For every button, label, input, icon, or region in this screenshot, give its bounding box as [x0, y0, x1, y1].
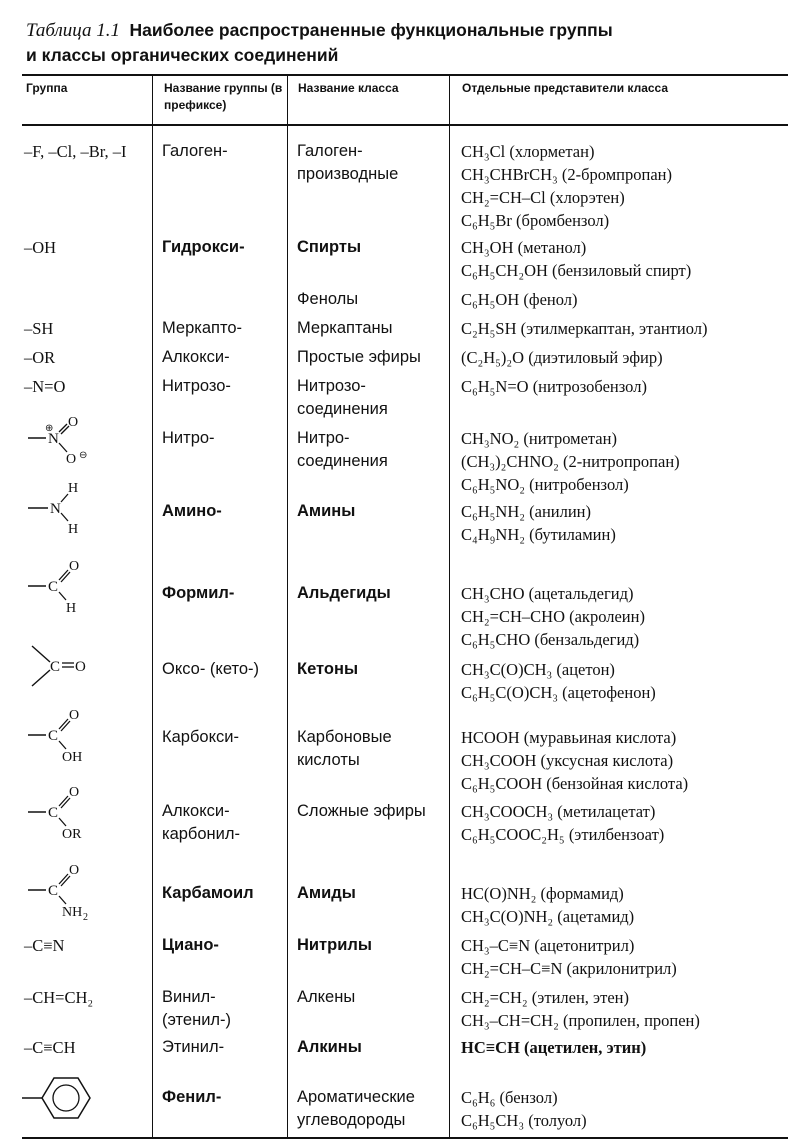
svg-text:O: O: [69, 559, 80, 574]
rep-item: C₂H₅SH (этилмеркаптан, этантиол): [461, 319, 708, 338]
reps-halogen: [461, 140, 672, 232]
prefix-cyano: Циано-: [162, 936, 219, 954]
rep-item: (C₂H₅)₂O (диэтиловый эфир): [461, 348, 663, 367]
class-nitroso: Нитрозо-соединения: [297, 377, 388, 418]
prefix-hydroxy: Гидрокси-: [162, 238, 245, 256]
rep-item: C₆H₅COOH (бензойная кислота): [461, 774, 689, 793]
svg-text:2: 2: [83, 912, 88, 923]
reps-cyano: [461, 934, 677, 980]
rep-item: C₆H₅CH₃ (толуол): [461, 1111, 587, 1130]
rep-item: C₆H₅CHO (бензальдегид): [461, 630, 640, 649]
rep-item: C₆H₅COOC₂H₅ (этилбензоат): [461, 825, 665, 844]
class-alkoxy: Простые эфиры: [297, 348, 421, 366]
class-phenols: Фенолы: [297, 290, 359, 308]
prefix-alkoxycarbonyl: Алкокси-карбонил-: [162, 802, 241, 843]
svg-text:C: C: [48, 728, 59, 744]
svg-text:H: H: [68, 481, 79, 496]
rep-item: CH₃CHO (ацетальдегид): [461, 584, 634, 603]
column-divider: [287, 74, 288, 1138]
table-number: Таблица 1.1: [26, 20, 120, 41]
group-nitroso: –N=O: [24, 377, 66, 396]
table-caption: [26, 18, 613, 68]
svg-text:H: H: [66, 601, 77, 616]
class-formyl: Альдегиды: [297, 584, 391, 602]
svg-text:N: N: [50, 501, 61, 517]
reps-formyl: [461, 582, 645, 651]
rep-item: CH₃–CH=CH₂ (пропилен, пропен): [461, 1011, 700, 1030]
formyl-group-structure: [22, 556, 132, 616]
prefix-mercapto: Меркапто-: [162, 319, 243, 337]
svg-text:O: O: [69, 708, 80, 723]
class-ethynyl: Алкины: [297, 1038, 362, 1056]
svg-text:O: O: [69, 863, 80, 878]
svg-text:OR: OR: [62, 827, 82, 842]
carboxy-group-structure: [22, 705, 132, 765]
class-phenyl: Ароматические углеводороды: [297, 1088, 415, 1129]
svg-text:C: C: [48, 883, 59, 899]
rep-item: CH₃COOH (уксусная кислота): [461, 751, 674, 770]
svg-text:⊖: ⊖: [79, 450, 88, 461]
class-vinyl: Алкены: [297, 988, 356, 1006]
ester-group-structure: [22, 782, 132, 842]
class-halogen: Галоген-производные: [297, 142, 399, 183]
class-amino: Амины: [297, 502, 356, 520]
svg-text:C: C: [50, 659, 61, 675]
rep-item: C₆H₅N=O (нитрозобензол): [461, 377, 647, 396]
reps-hydroxy: [461, 236, 691, 282]
svg-text:O: O: [69, 785, 80, 800]
table-title-line2: и классы органических соединений: [26, 45, 339, 65]
group-alkoxy: –OR: [24, 348, 56, 367]
svg-text:O: O: [75, 659, 86, 675]
rep-item: C₆H₅OH (фенол): [461, 290, 578, 309]
class-mercapto: Меркаптаны: [297, 319, 393, 337]
prefix-amino: Амино-: [162, 502, 222, 520]
svg-text:⊕: ⊕: [45, 423, 54, 434]
class-hydroxy: Спирты: [297, 238, 362, 256]
carbamoyl-group-structure: [22, 862, 132, 922]
rep-item: HCOOH (муравьиная кислота): [461, 728, 677, 747]
reps-alkoxycarbonyl: [461, 800, 664, 846]
amino-group-structure: [22, 478, 132, 538]
reps-vinyl: [461, 986, 700, 1032]
rep-item: C₆H₅Br (бромбензол): [461, 211, 610, 230]
prefix-carbamoyl: Карбамоил: [162, 884, 254, 902]
svg-text:O: O: [66, 452, 77, 467]
rep-item: CH₂=CH–Cl (хлорэтен): [461, 188, 625, 207]
header-bottom-rule: [22, 124, 788, 126]
rep-item: C₆H₆ (бензол): [461, 1088, 558, 1107]
reps-nitro: [461, 427, 680, 496]
rep-item: CH₃–C≡N (ацетонитрил): [461, 936, 635, 955]
prefix-nitro: Нитро-: [162, 429, 215, 447]
class-oxo: Кетоны: [297, 660, 359, 678]
nitro-group-structure: [22, 415, 132, 478]
rep-item: CH₃NO₂ (нитрометан): [461, 429, 617, 448]
prefix-halogen: Галоген-: [162, 142, 228, 160]
prefix-alkoxy: Алкокси-: [162, 348, 230, 366]
table-bottom-rule: [22, 1137, 788, 1139]
oxo-group-structure: [22, 638, 132, 698]
svg-text:C: C: [48, 805, 59, 821]
reps-carboxy: [461, 726, 688, 795]
header-prefix-name: Название группы (в префиксе): [164, 81, 283, 112]
prefix-formyl: Формил-: [162, 584, 235, 602]
class-carbamoyl: Амиды: [297, 884, 356, 902]
rep-item: C₄H₉NH₂ (бутиламин): [461, 525, 616, 544]
group-ethynyl: –C≡CH: [24, 1038, 76, 1057]
rep-item: C₆H₅NO₂ (нитробензол): [461, 475, 629, 494]
prefix-ethynyl: Этинил-: [162, 1038, 225, 1056]
class-nitro: Нитро-соединения: [297, 429, 388, 470]
class-carboxy: Карбоновые кислоты: [297, 728, 392, 769]
group-vinyl: –CH=CH₂: [24, 988, 94, 1007]
table-top-rule: [22, 74, 788, 76]
rep-item: C₆H₅CH₂OH (бензиловый спирт): [461, 261, 692, 280]
header-group: Группа: [26, 81, 68, 95]
column-divider: [449, 74, 450, 1138]
svg-text:H: H: [68, 522, 79, 537]
reps-oxo: [461, 658, 656, 704]
group-hydroxy: –OH: [24, 238, 57, 257]
prefix-oxo: Оксо- (кето-): [162, 660, 259, 678]
rep-item: CH₂=CH–C≡N (акрилонитрил): [461, 959, 677, 978]
rep-item: C₆H₅C(O)CH₃ (ацетофенон): [461, 683, 656, 702]
rep-item: C₆H₅NH₂ (анилин): [461, 502, 592, 521]
rep-item: CH₃C(O)CH₃ (ацетон): [461, 660, 615, 679]
group-cyano: –C≡N: [24, 936, 65, 955]
table-title-line1: Наиболее распространенные функциональные группы: [129, 20, 613, 40]
phenyl-group-structure: [18, 1072, 128, 1132]
svg-text:O: O: [68, 415, 79, 430]
prefix-vinyl: Винил- (этенил-): [162, 988, 232, 1029]
svg-text:N: N: [48, 431, 59, 447]
group-halogen: –F, –Cl, –Br, –I: [24, 142, 127, 161]
group-mercapto: –SH: [24, 319, 54, 338]
svg-text:NH: NH: [62, 905, 83, 920]
rep-item: CH₃CHBrCH₃ (2-бромпропан): [461, 165, 672, 184]
class-alkoxycarbonyl: Сложные эфиры: [297, 802, 426, 820]
svg-text:C: C: [48, 579, 59, 595]
rep-item: CH₃C(O)NH₂ (ацетамид): [461, 907, 635, 926]
svg-text:OH: OH: [62, 750, 83, 765]
column-divider: [152, 74, 153, 1138]
rep-item: (CH₃)₂CHNO₂ (2-нитропропан): [461, 452, 680, 471]
header-representatives: Отдельные представители класса: [462, 81, 669, 95]
prefix-phenyl: Фенил-: [162, 1088, 222, 1106]
rep-item: HC≡CH (ацетилен, этин): [461, 1038, 647, 1057]
prefix-carboxy: Карбокси-: [162, 728, 239, 746]
prefix-nitroso: Нитрозо-: [162, 377, 231, 395]
rep-item: HC(O)NH₂ (формамид): [461, 884, 624, 903]
rep-item: CH₃OH (метанол): [461, 238, 587, 257]
class-cyano: Нитрилы: [297, 936, 372, 954]
reps-carbamoyl: [461, 882, 634, 928]
header-class-name: Название класса: [298, 81, 399, 95]
rep-item: CH₂=CH₂ (этилен, этен): [461, 988, 629, 1007]
reps-phenyl: [461, 1086, 587, 1132]
rep-item: CH₃Cl (хлорметан): [461, 142, 595, 161]
rep-item: CH₂=CH–CHO (акролеин): [461, 607, 645, 626]
rep-item: CH₃COOCH₃ (метилацетат): [461, 802, 656, 821]
reps-amino: [461, 500, 616, 546]
